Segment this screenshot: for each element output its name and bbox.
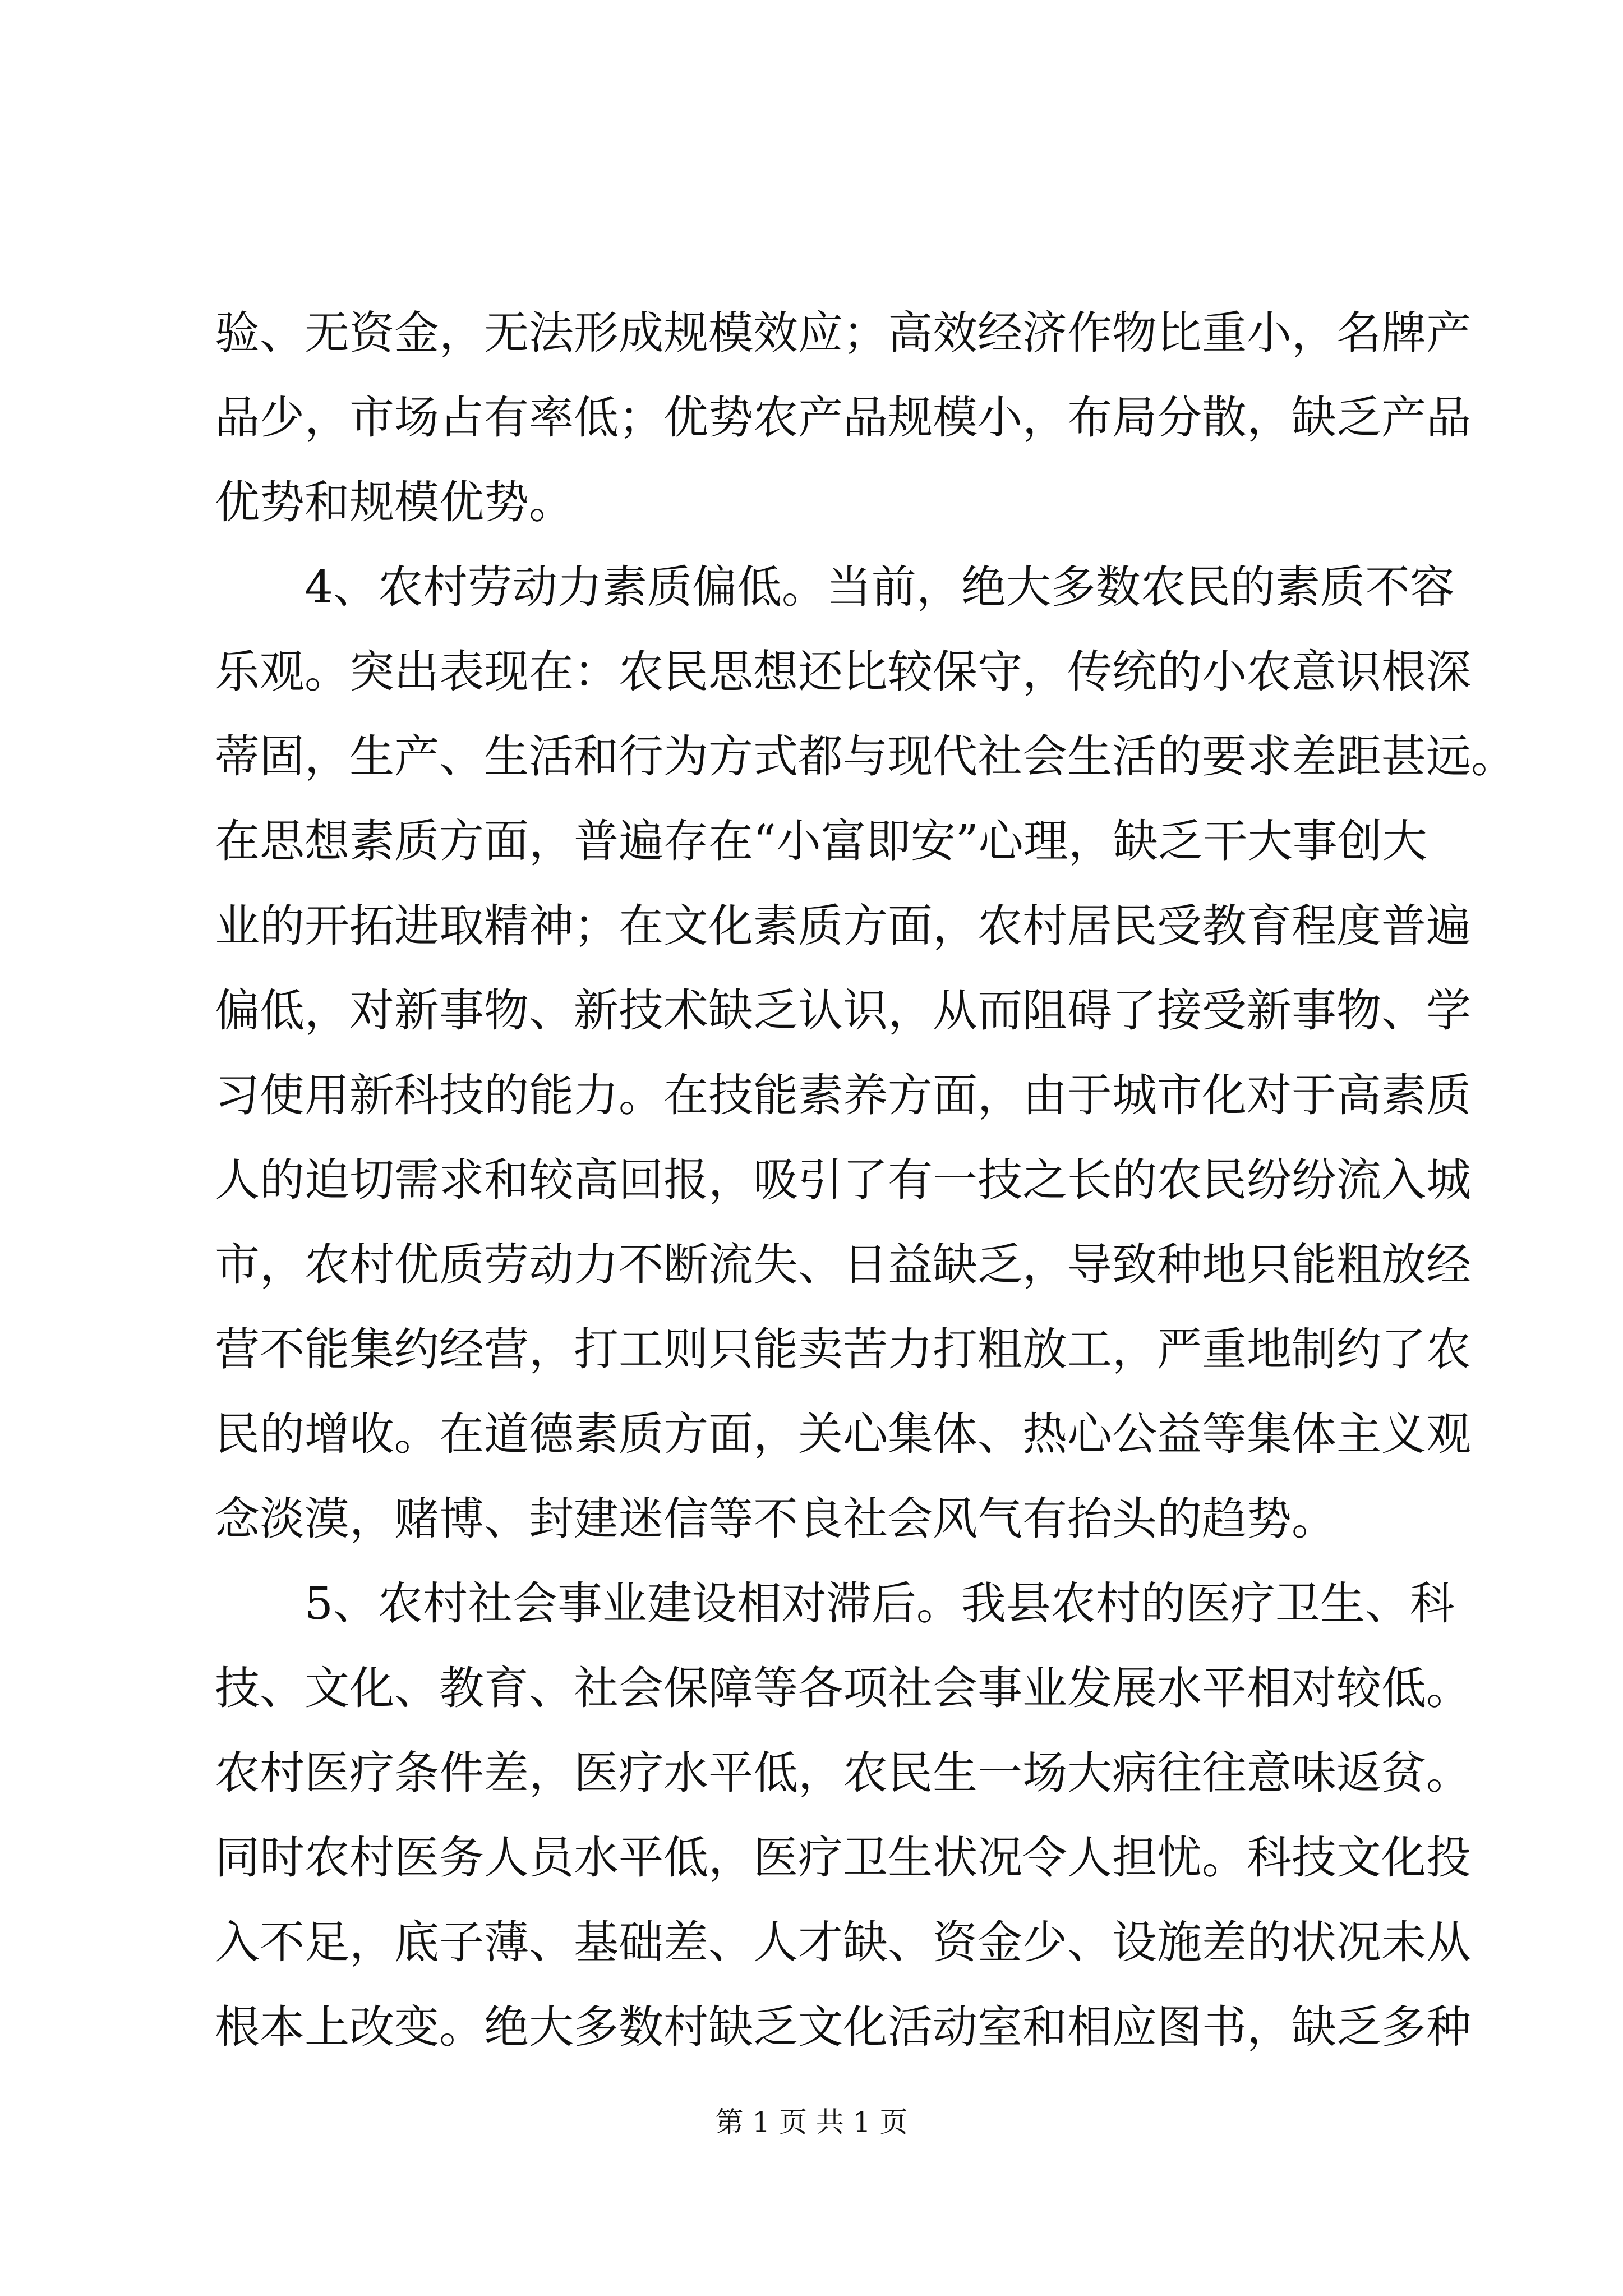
text-line: 营不能集约经营，打工则只能卖苦力打粗放工，严重地制约了农 <box>215 1323 1471 1375</box>
text-line: 根本上改变。绝大多数村缺乏文化活动室和相应图书，缺乏多种 <box>215 2001 1471 2053</box>
text-line: 习使用新科技的能力。在技能素养方面，由于城市化对于高素质 <box>215 1069 1471 1121</box>
text-line: 念淡漠，赌博、封建迷信等不良社会风气有抬头的趋势。 <box>215 1493 1336 1545</box>
text-line: 品少，市场占有率低；优势农产品规模小，布局分散，缺乏产品 <box>215 392 1471 444</box>
text-line: 入不足，底子薄、基础差、人才缺、资金少、设施差的状况未从 <box>215 1916 1471 1968</box>
text-line: 市，农村优质劳动力不断流失、日益缺乏，导致种地只能粗放经 <box>215 1239 1471 1291</box>
text-line: 优势和规模优势。 <box>215 476 574 528</box>
page-footer: 第 1 页 共 1 页 <box>715 2106 908 2138</box>
text-line: 同时农村医务人员水平低，医疗卫生状况令人担忧。科技文化投 <box>215 1832 1471 1884</box>
text-line: 在思想素质方面，普遍存在“小富即安”心理，缺乏干大事创大 <box>215 815 1427 867</box>
body-text <box>215 291 1516 2069</box>
text-line: 技、文化、教育、社会保障等各项社会事业发展水平相对较低。 <box>215 1662 1471 1714</box>
text-line: 民的增收。在道德素质方面，关心集体、热心公益等集体主义观 <box>215 1408 1471 1460</box>
text-line: 验、无资金，无法形成规模效应；高效经济作物比重小，名牌产 <box>215 307 1471 359</box>
text-line: 4、农村劳动力素质偏低。当前，绝大多数农民的素质不容 <box>215 561 1455 613</box>
text-line: 5、农村社会事业建设相对滞后。我县农村的医疗卫生、科 <box>215 1577 1455 1630</box>
text-line: 农村医疗条件差，医疗水平低，农民生一场大病往往意味返贫。 <box>215 1747 1471 1799</box>
text-line: 蒂固，生产、生活和行为方式都与现代社会生活的要求差距甚远。 <box>215 730 1516 783</box>
text-line: 乐观。突出表现在：农民思想还比较保守，传统的小农意识根深 <box>215 646 1471 698</box>
text-line: 偏低，对新事物、新技术缺乏认识，从而阻碍了接受新事物、学 <box>215 984 1471 1037</box>
text-line: 业的开拓进取精神；在文化素质方面，农村居民受教育程度普遍 <box>215 900 1471 952</box>
text-line: 人的迫切需求和较高回报，吸引了有一技之长的农民纷纷流入城 <box>215 1154 1471 1206</box>
